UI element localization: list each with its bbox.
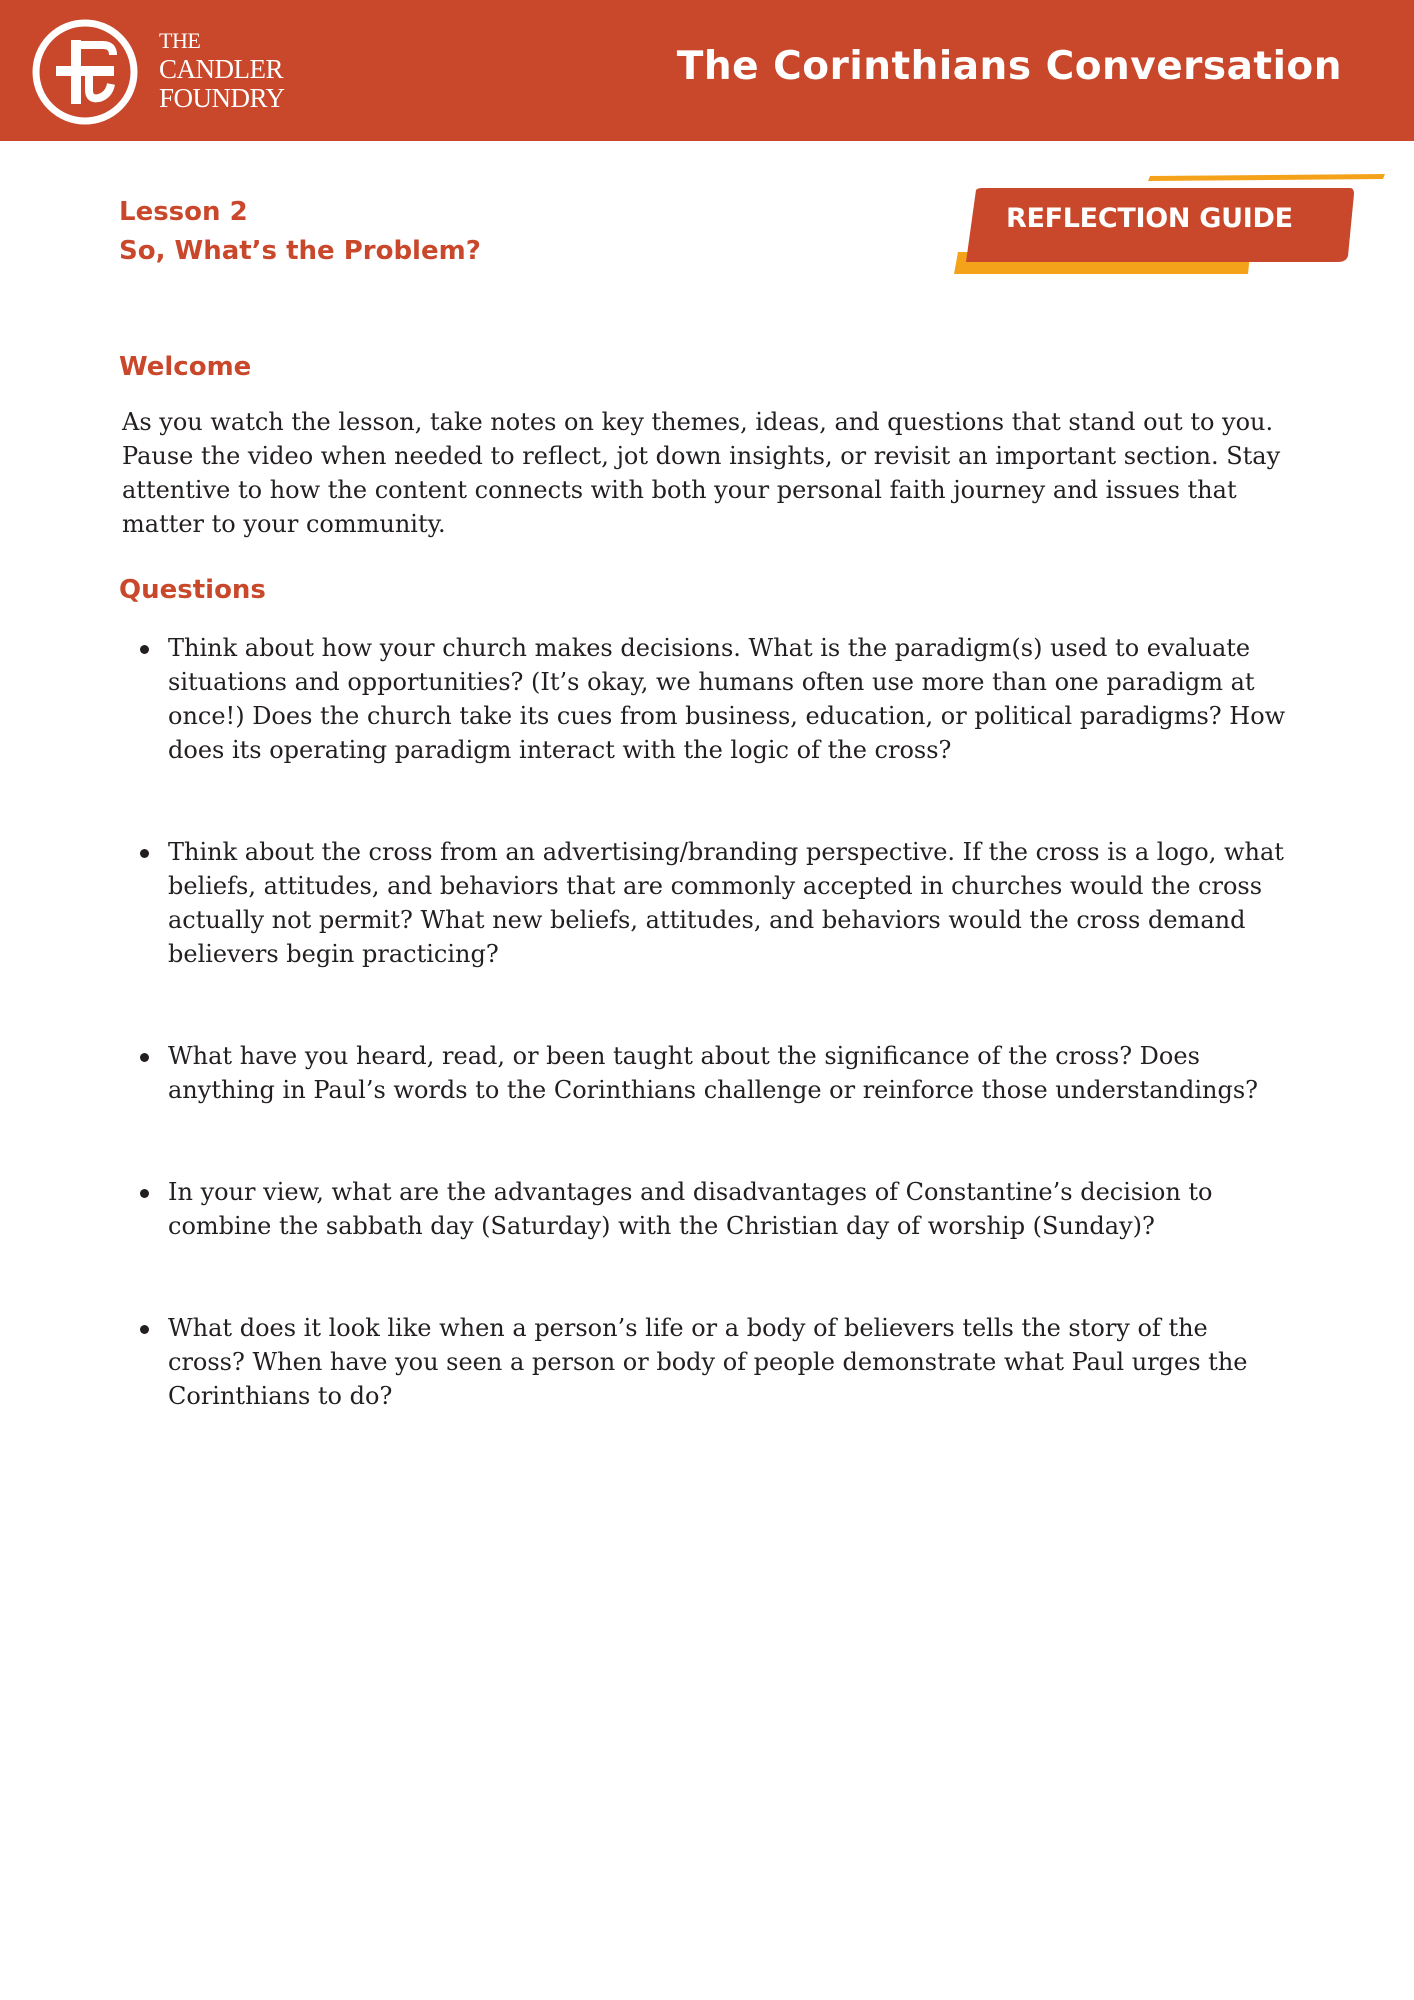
page-header: [0, 0, 1414, 141]
candler-foundry-logo-icon: [31, 18, 139, 126]
brand-line-1: THE: [159, 28, 201, 53]
brand-line-2: CANDLER: [159, 54, 283, 84]
bullet-icon: [140, 1189, 149, 1198]
bullet-icon: [140, 1053, 149, 1062]
bullet-icon: [140, 849, 149, 858]
question-text: Think about how your church makes decisions. What is the paradigm(s) used to evaluate situations and opportunities? (It’s okay, we humans often use more than one paradigm at once!) Does the church take its cues from business, education, or political paradigms? How does its operating paradigm interact with the logic of the cross?: [168, 634, 1286, 764]
question-text: What have you heard, read, or been taught about the significance of the cross? Does anything in Paul’s words to the Corinthians challenge or reinforce those understandings?: [168, 1042, 1259, 1104]
lesson-heading: [119, 193, 481, 271]
brand-wordmark: [159, 26, 285, 113]
question-text: In your view, what are the advantages and disadvantages of Constantine’s decision to combine the sabbath day (Saturday) with the Christian day of worship (Sunday)?: [168, 1178, 1213, 1240]
series-title: The Corinthians Conversation: [676, 44, 1342, 89]
questions-heading: Questions: [119, 575, 266, 605]
welcome-heading: Welcome: [119, 352, 252, 382]
lesson-number: Lesson 2: [119, 197, 248, 227]
question-text: What does it look like when a person’s life or a body of believers tells the story of the cross? When have you seen a person or body of people demonstrate what Paul urges the Corinthians to do?: [168, 1314, 1248, 1410]
brand-line-3: FOUNDRY: [159, 83, 285, 113]
welcome-paragraph: As you watch the lesson, take notes on key themes, ideas, and questions that stand out to you. Pause the video when needed to reflect, jot down insights, or revisit an important section. Stay attentive to how the content connects with both your personal faith journey and issues that matter to your community.: [122, 408, 1281, 538]
lesson-title: So, What’s the Problem?: [119, 236, 481, 266]
bullet-icon: [140, 1325, 149, 1334]
reflection-guide-label: REFLECTION GUIDE: [1006, 203, 1293, 234]
bullet-icon: [140, 645, 149, 654]
question-text: Think about the cross from an advertising/branding perspective. If the cross is a logo, what beliefs, attitudes, and behaviors that are commonly accepted in churches would the cross actually not permit? What new beliefs, attitudes, and behaviors would the cross demand believers begin practicing?: [168, 838, 1284, 968]
